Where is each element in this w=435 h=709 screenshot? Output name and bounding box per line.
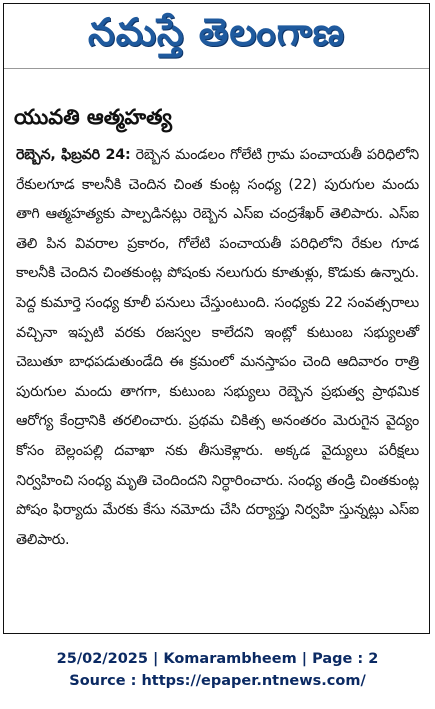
masthead-title: నమస్తే తెలంగాణ — [88, 8, 345, 54]
article-text: రెబ్బెన మండలం గోలేటి గ్రామ పంచాయతీ పరిధిలోని రేకులగూడ కాలనీకి చెందిన చింత కుంట్ల సంధ్య (22) పురుగుల మందు తాగి ఆత్మహత్యకు పాల్పడినట్లు రెబ్బెన ఎస్ఐ చంద్రశేఖర్ తెలిపారు. ఎస్ఐ తెలి పిన వివరాల ప్రకారం, గోలేటి పంచాయతీ పరిధిలోని రేకుల గూడ కాలనీకి చెందిన చింతకుంట్ల పోషంకు నలుగురు కూతుళ్లు, కొడుకు ఉన్నారు. పెద్ద కుమార్తె సంధ్య కూలీ పనులు చేస్తుంటుంది. సంధ్యకు 22 సంవత్సరాలు వచ్చినా ఇప్పటి వరకు రజస్వల కాలేదని ఇంట్లో కుటుంబ సభ్యులతో చెబుతూ బాధపడుతుండేది ఈ క్రమంలో మనస్తాపం చెంది ఆదివారం రాత్రి పురుగుల మందు తాగగా, కుటుంబ సభ్యులు రెబ్బెన ప్రభుత్వ ప్రాథమిక ఆరోగ్య కేంద్రానికి తరలించారు. ప్రథమ చికిత్స అనంతరం మెరుగైన వైద్యం కోసం బెల్లంపల్లి దవాఖా నకు తీసుకెళ్లారు. అక్కడ వైద్యులు పరీక్షలు నిర్వహించి సంధ్య మృతి చెందిందని నిర్ధారించారు. సంధ్య తండ్రి చింతకుంట్ల పోషం ఫిర్యాదు మేరకు కేసు నమోదు చేసి దర్యాప్తు నిర్వహి స్తున్నట్లు ఎస్ఐ తెలిపారు. — [16, 147, 419, 548]
footer-source-link[interactable]: Source : https://epaper.ntnews.com/ — [69, 673, 366, 689]
article-clipping — [3, 3, 430, 634]
newspaper-masthead — [4, 4, 429, 69]
article-dateline: రెబ్బెన, ఫిబ్రవరి 24: — [16, 147, 131, 163]
article-body — [16, 141, 419, 555]
article-headline: యువతి ఆత్మహత్య — [14, 105, 172, 129]
footer-edition-info: 25/02/2025 | Komarambheem | Page : 2 — [56, 651, 379, 667]
